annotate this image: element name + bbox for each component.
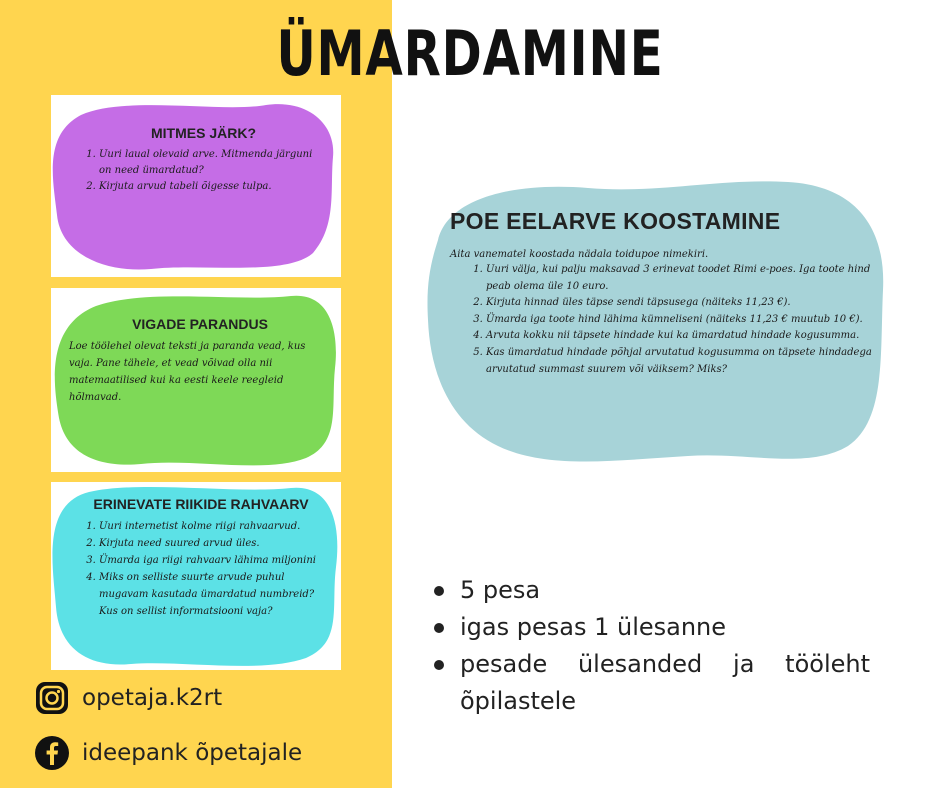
instagram-icon <box>34 680 70 716</box>
list-item: 3. Ümarda iga toote hind lähima kümneliseni (näiteks 11,23 € muutub 10 €). <box>486 312 875 329</box>
bullet-item: 5 pesa <box>430 572 870 609</box>
list-item: 1. Uuri laual olevaid arve. Mitmenda järguni on need ümardatud? <box>99 147 326 179</box>
bullet-dot-icon <box>434 623 444 633</box>
bullet-dot-icon <box>434 660 444 670</box>
card-text: Loe töölehel olevat teksti ja paranda vead, kus vaja. Pane tähele, et vead võivad olla nii matemaatilised kui ka eesti keele reegleid hõlmavad. <box>69 341 306 403</box>
list-item: 2. Kirjuta arvud tabeli õigesse tulpa. <box>99 179 326 195</box>
list-item: 2. Kirjuta hinnad üles täpse sendi täpsusega (näiteks 11,23 €). <box>486 295 875 312</box>
list-item: 4. Miks on selliste suurte arvude puhul mugavam kasutada ümardatud numbreid? Kus on sellist informatsiooni vaja? <box>99 569 321 620</box>
card-heading: VIGADE PARANDUS <box>132 316 268 332</box>
card-heading: ERINEVATE RIIKIDE RAHVAARV <box>93 496 309 512</box>
list-item: 1. Uuri internetist kolme riigi rahvaarvud. <box>99 518 321 535</box>
bullet-item: igas pesas 1 ülesanne <box>430 609 870 646</box>
card-vigade-parandus <box>51 288 341 472</box>
list-item: 3. Ümarda iga riigi rahvaarv lähima miljonini <box>99 552 321 569</box>
poe-heading: POE EELARVE KOOSTAMINE <box>450 208 781 234</box>
list-item: 4. Arvuta kokku nii täpsete hindade kui ka ümardatud hindade kogusumma. <box>486 328 875 345</box>
poe-intro: Aita vanematel koostada nädala toidupoe nimekiri. <box>450 249 709 260</box>
poe-eelarve-card <box>418 170 888 470</box>
page-title: ÜMARDAMINE <box>276 17 664 90</box>
facebook-icon <box>34 735 70 771</box>
info-bullets <box>430 572 870 720</box>
bullet-item: pesade ülesanded ja tööleht õpilastele <box>430 646 870 720</box>
card-mitmes-jark <box>51 95 341 277</box>
list-item: 5. Kas ümardatud hindade põhjal arvutatud kogusumma on täpsete hindadega arvutatud summast suurem või väiksem? Miks? <box>486 345 875 378</box>
list-item: 1. Uuri välja, kui palju maksavad 3 erinevat toodet Rimi e-poes. Iga toote hind peab olema üle 10 euro. <box>486 262 875 295</box>
list-item: 2. Kirjuta need suured arvud üles. <box>99 535 321 552</box>
card-riikide-rahvaarv <box>51 482 341 670</box>
bullet-dot-icon <box>434 586 444 596</box>
instagram-handle: opetaja.k2rt <box>82 685 223 711</box>
facebook-page: ideepank õpetajale <box>82 740 303 766</box>
card-heading: MITMES JÄRK? <box>151 125 256 141</box>
instagram-link[interactable] <box>34 680 222 716</box>
facebook-link[interactable] <box>34 735 302 771</box>
